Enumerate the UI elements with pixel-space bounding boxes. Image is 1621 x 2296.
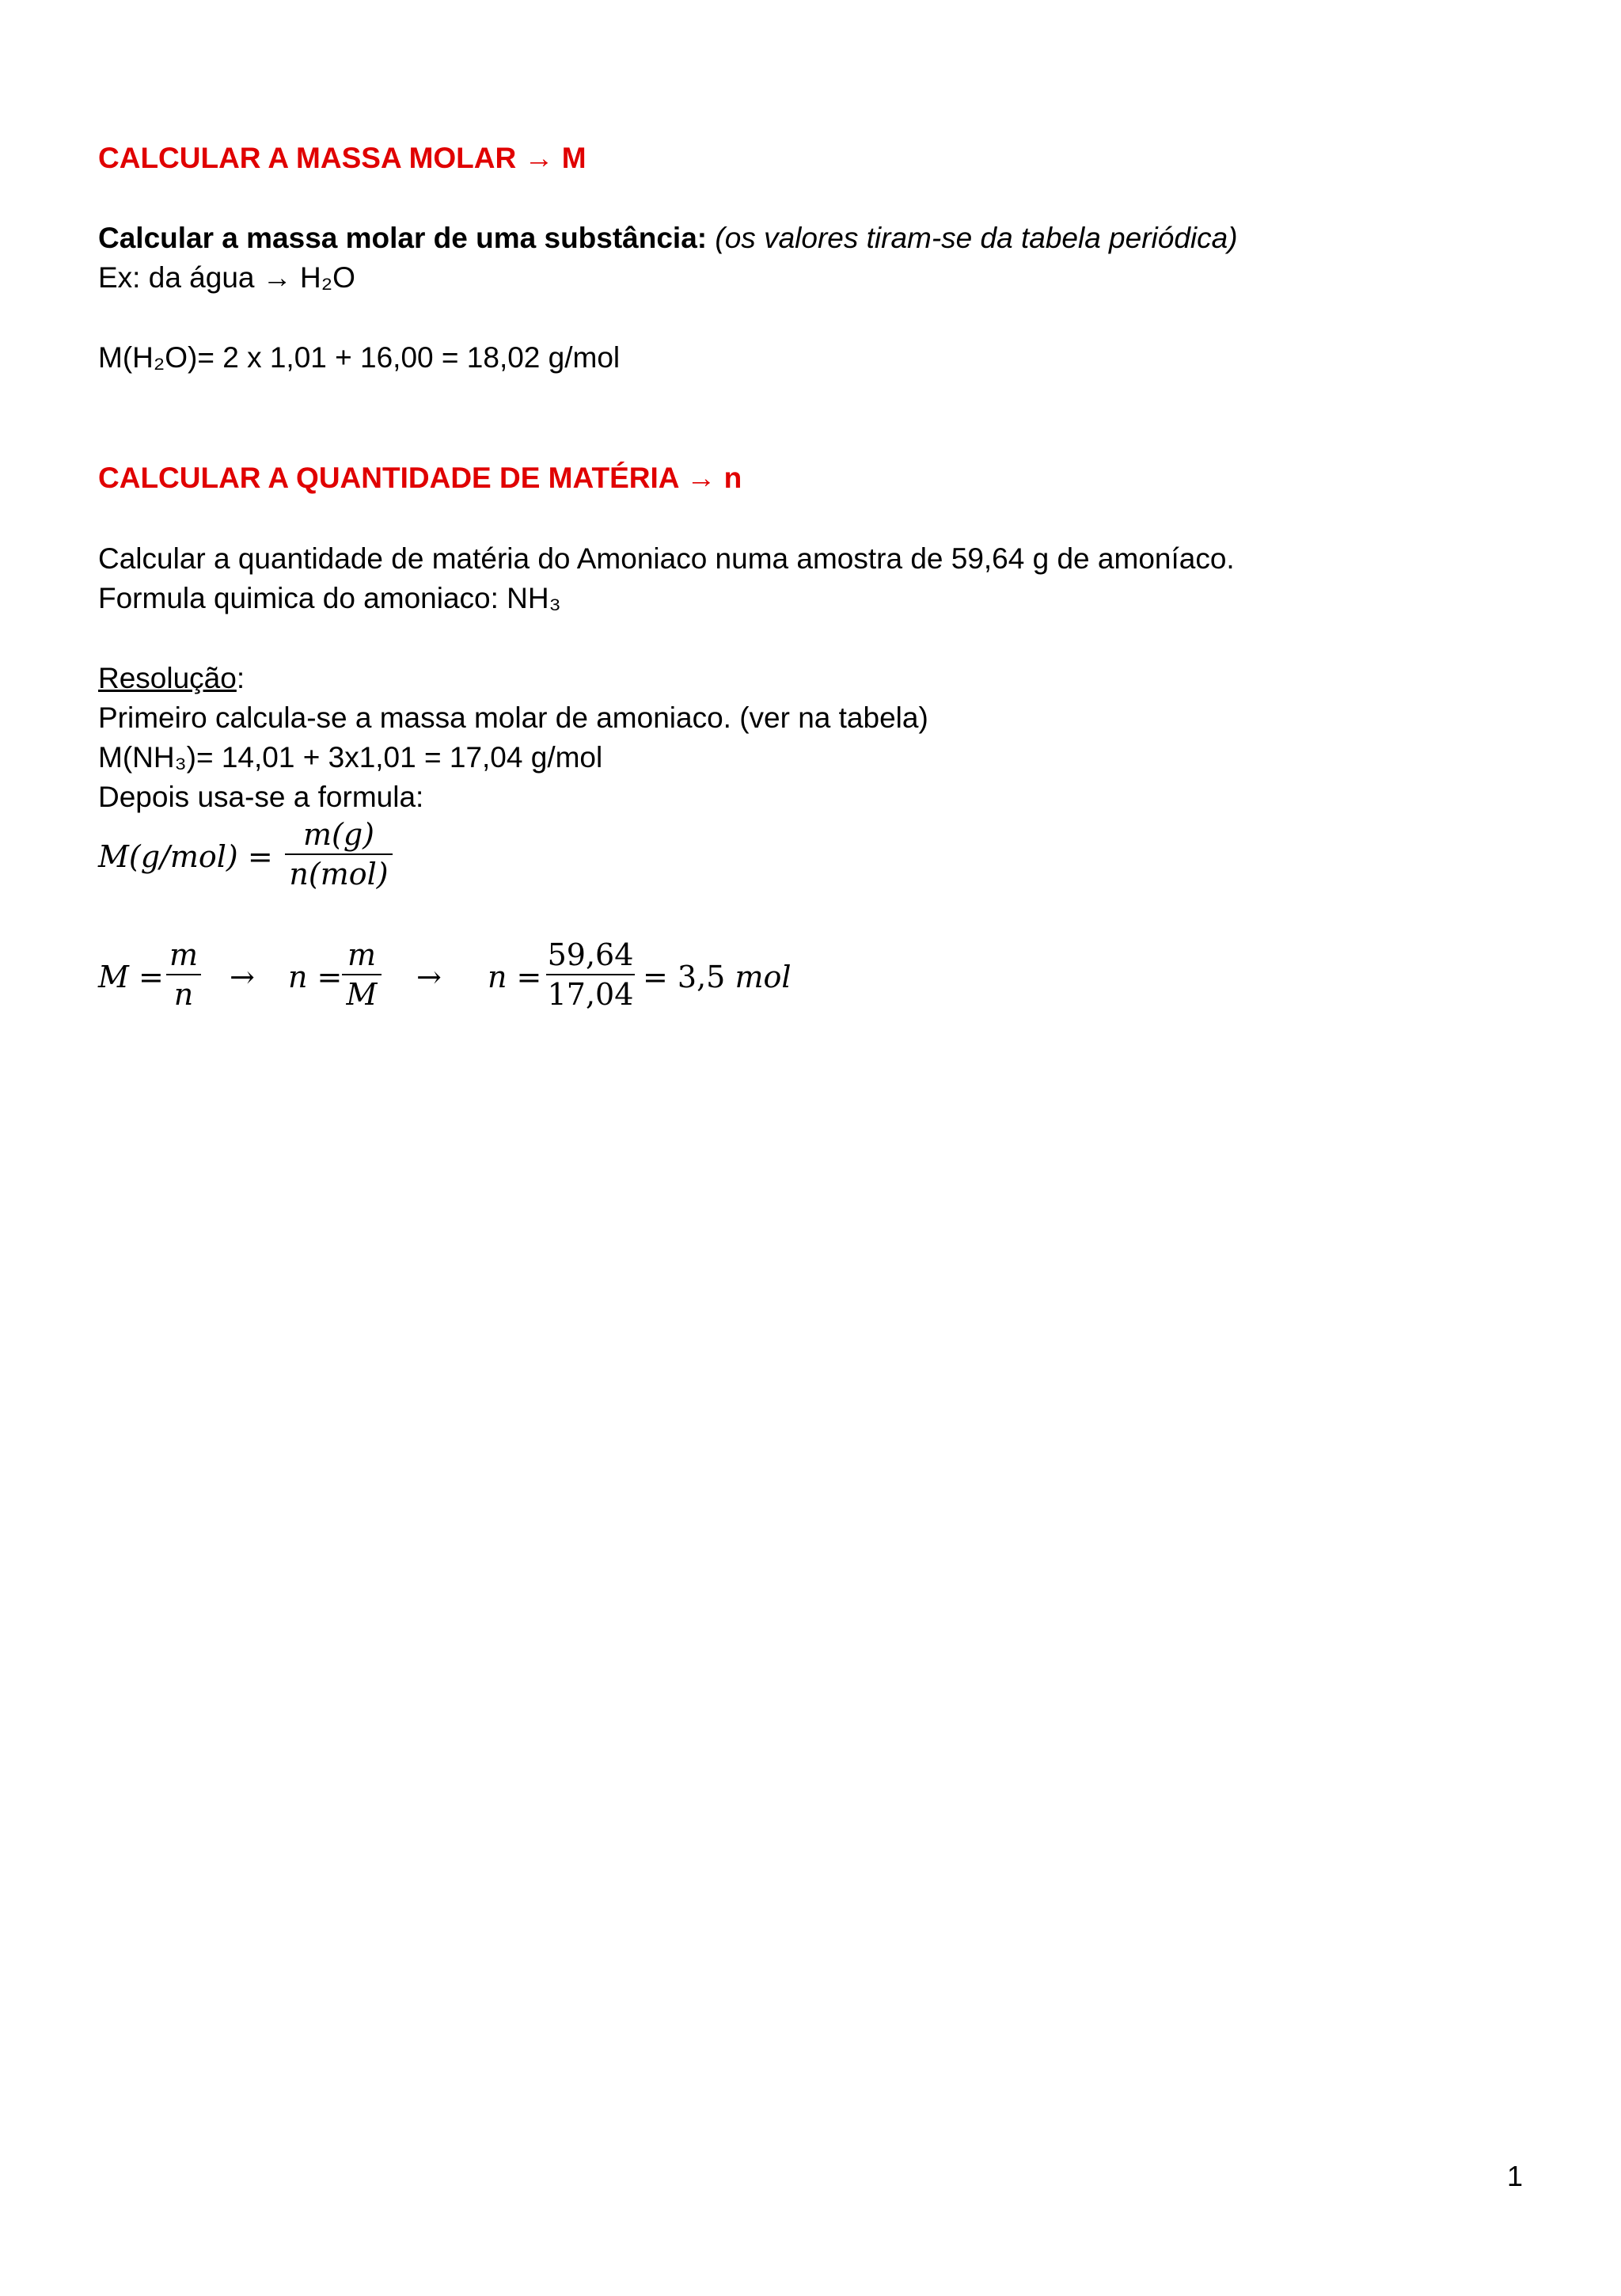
eq3-result xyxy=(643,960,792,994)
eq2-numerator: m xyxy=(347,937,377,972)
eq1-fraction xyxy=(166,936,201,1013)
heading-molar-mass: CALCULAR A MASSA MOLAR → M xyxy=(98,142,587,174)
eq3-result-value: = 3,5 xyxy=(643,960,726,994)
problem-statement: Calcular a quantidade de matéria do Amoniaco numa amostra de 59,64 g de amoníaco. xyxy=(98,542,1235,575)
eq2-lhs: n = xyxy=(288,960,343,994)
subheading-bold-text: Calcular a massa molar de uma substância: xyxy=(98,222,708,254)
eq2-fraction xyxy=(342,936,382,1013)
heading-amount-of-substance: CALCULAR A QUANTIDADE DE MATÉRIA → n xyxy=(98,462,742,494)
eq3-numerator: 59,64 xyxy=(547,937,634,972)
eq3-fraction xyxy=(546,936,635,1013)
formula-fraction xyxy=(285,815,393,893)
subheading-molar-mass xyxy=(98,221,1238,256)
formula-denominator: n(mol) xyxy=(289,857,389,891)
example-water: Ex: da água → H₂O xyxy=(98,261,355,294)
arrow-2: → xyxy=(416,960,442,994)
step-2-ammonia-molar-mass: M(NH₃)= 14,01 + 3x1,01 = 17,04 g/mol xyxy=(98,741,603,774)
subheading-italic-note: (os valores tiram-se da tabela periódica) xyxy=(715,222,1238,254)
eq1-lhs: M = xyxy=(98,960,164,994)
arrow-1: → xyxy=(230,960,255,994)
eq3-denominator: 17,04 xyxy=(547,977,634,1012)
eq1-numerator: m xyxy=(169,937,199,972)
eq2-denominator: M xyxy=(346,977,378,1012)
step-3: Depois usa-se a formula: xyxy=(98,781,424,813)
resolution-colon: : xyxy=(236,662,245,694)
eq1-denominator: n xyxy=(173,977,194,1012)
eq3-lhs: n = xyxy=(488,960,542,994)
resolution-label-text: Resolução xyxy=(98,662,237,694)
eq3-result-unit: mol xyxy=(735,960,792,994)
step-1: Primeiro calcula-se a massa molar de amoniaco. (ver na tabela) xyxy=(98,701,928,734)
formula-lhs: M(g/mol) = xyxy=(98,839,273,874)
water-molar-mass-calculation: M(H₂O)= 2 x 1,01 + 16,00 = 18,02 g/mol xyxy=(98,341,621,374)
formula-numerator: m(g) xyxy=(302,817,374,852)
page-number: 1 xyxy=(1506,2160,1523,2192)
ammonia-formula-line: Formula quimica do amoniaco: NH₃ xyxy=(98,582,561,614)
resolution-label xyxy=(98,661,245,696)
